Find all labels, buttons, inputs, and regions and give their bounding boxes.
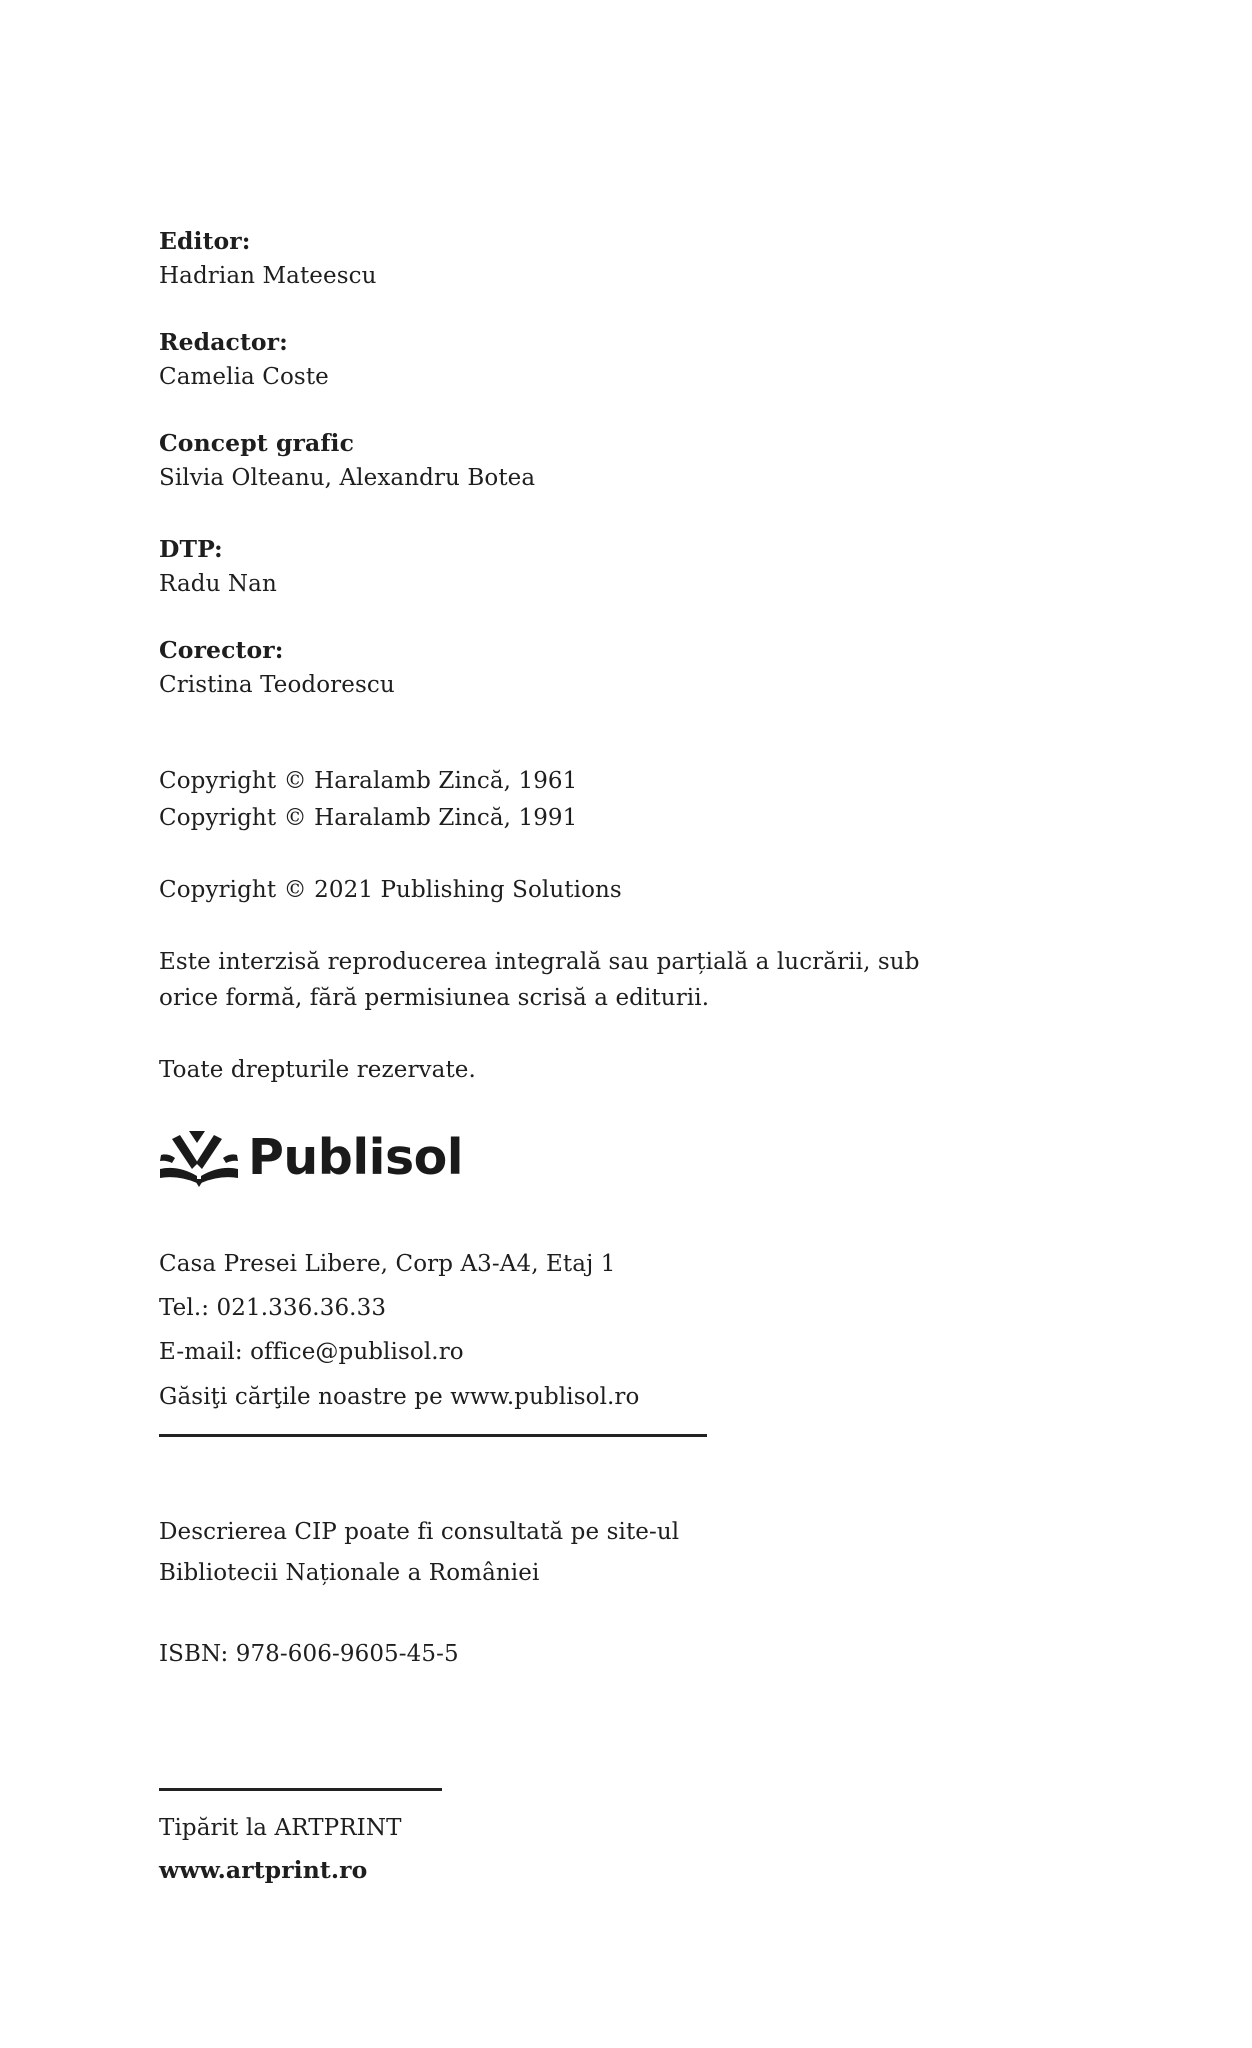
isbn: ISBN: 978-606-9605-45-5: [159, 1641, 459, 1667]
copyright-line-publisher: Copyright © 2021 Publishing Solutions: [159, 877, 622, 903]
printer-website: www.artprint.ro: [159, 1856, 368, 1884]
copyright-line-1991: Copyright © Haralamb Zincă, 1991: [159, 805, 578, 831]
credit-name-dtp: Radu Nan: [159, 571, 277, 597]
copyright-line-1961: Copyright © Haralamb Zincă, 1961: [159, 768, 578, 794]
credit-name-concept-grafic: Silvia Olteanu, Alexandru Botea: [159, 465, 536, 491]
cip-line-1: Descrierea CIP poate fi consultată pe site-ul: [159, 1519, 680, 1545]
credit-role-redactor: Redactor:: [159, 328, 288, 356]
printer-name: Tipărit la ARTPRINT: [159, 1815, 402, 1841]
credit-name-corector: Cristina Teodorescu: [159, 672, 395, 698]
publisher-phone: Tel.: 021.336.36.33: [159, 1295, 387, 1321]
credit-name-redactor: Camelia Coste: [159, 364, 329, 390]
publisher-email: E-mail: office@publisol.ro: [159, 1339, 464, 1365]
publisher-logo-text: Publisol: [248, 1129, 464, 1186]
publisher-logo: [158, 1128, 463, 1192]
rights-reserved: Toate drepturile rezervate.: [159, 1057, 476, 1083]
credit-role-editor: Editor:: [159, 227, 251, 255]
rights-notice-line-2: orice formă, fără permisiunea scrisă a editurii.: [159, 985, 710, 1011]
rights-notice-line-1: Este interzisă reproducerea integrală sau parțială a lucrării, sub: [159, 949, 920, 975]
credit-role-dtp: DTP:: [159, 535, 223, 563]
divider-rule-printer: [159, 1788, 442, 1791]
credit-role-concept-grafic: Concept grafic: [159, 429, 354, 457]
publisher-website-line: Găsiţi cărţile noastre pe www.publisol.ro: [159, 1384, 640, 1410]
credit-name-editor: Hadrian Mateescu: [159, 263, 377, 289]
divider-rule-contact: [159, 1434, 707, 1437]
publisher-address: Casa Presei Libere, Corp A3-A4, Etaj 1: [159, 1251, 616, 1277]
sun-over-open-book-icon: [158, 1129, 240, 1191]
cip-line-2: Bibliotecii Naționale a României: [159, 1560, 540, 1586]
credit-role-corector: Corector:: [159, 636, 284, 664]
